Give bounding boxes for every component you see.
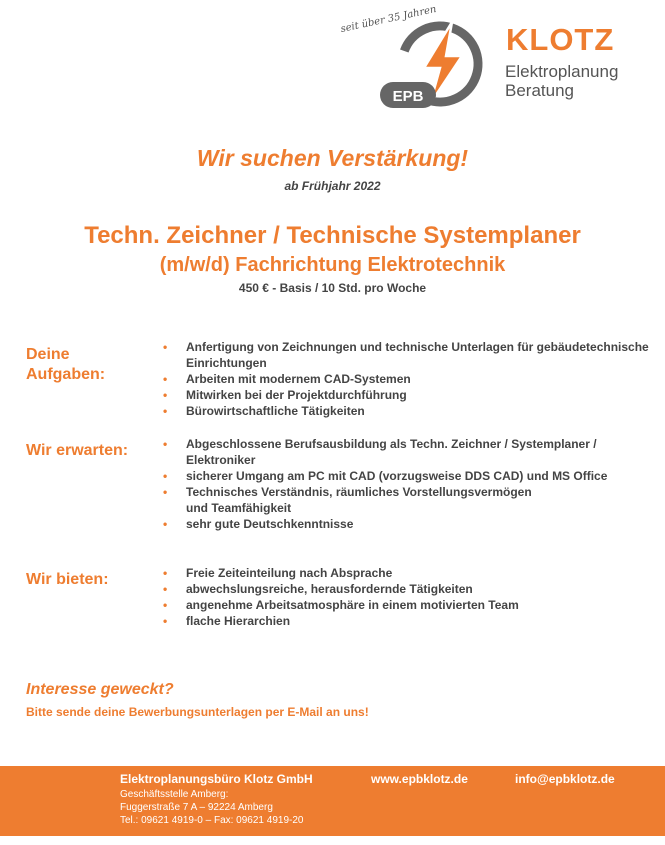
list-item: • sehr gute Deutschkenntnisse [163,516,653,532]
list-item: • Mitwirken bei der Projektdurchführung [163,387,653,403]
list-item: • Freie Zeiteinteilung nach Absprache [163,565,653,581]
task-list [163,339,653,419]
offers-list [163,565,653,629]
list-item: • abwechslungsreiche, herausfordernde Tätigkeiten [163,581,653,597]
footer-email-link[interactable]: info@epbklotz.de [515,772,615,786]
section-label-requirements: Wir erwarten: [26,442,129,459]
footer-address: Fuggerstraße 7 A – 92224 Amberg [120,802,273,813]
job-subtitle: (m/w/d) Fachrichtung Elektrotechnik [159,254,506,276]
list-item: • flache Hierarchien [163,613,653,629]
company-logo-mark [380,16,500,108]
logo-badge-text: EPB [392,88,424,105]
requirements-list [163,436,653,532]
list-item: • Anfertigung von Zeichnungen und technische Unterlagen für gebäudetechnische Einrichtungen [163,339,653,371]
start-date: ab Frühjahr 2022 [284,179,381,193]
list-item: • Technisches Verständnis, räumliches Vorstellungsvermögen und Teamfähigkeit [163,484,556,516]
list-item: • Arbeiten mit modernem CAD-Systemen [163,371,653,387]
footer-company: Elektroplanungsbüro Klotz GmbH [120,772,313,786]
section-label-offers: Wir bieten: [26,571,109,588]
section-label-tasks: Deine Aufgaben: [26,346,106,383]
footer-office: Geschäftsstelle Amberg: [120,789,229,800]
job-details: 450 € - Basis / 10 Std. pro Woche [238,281,427,295]
list-item: • sicherer Umgang am PC mit CAD (vorzugsweise DDS CAD) und MS Office [163,468,653,484]
logo-subtitle-1: Elektroplanung [505,62,619,81]
job-title: Techn. Zeichner / Technische Systemplaner [84,222,581,249]
list-item: • angenehme Arbeitsatmosphäre in einem motivierten Team [163,597,653,613]
logo-name: KLOTZ [506,22,615,57]
headline: Wir suchen Verstärkung! [196,145,469,171]
footer-phone: Tel.: 09621 4919-0 – Fax: 09621 4919-20 [120,815,304,826]
logo-subtitle-2: Beratung [505,81,574,100]
interest-question: Interesse geweckt? [26,681,174,698]
application-call: Bitte sende deine Bewerbungsunterlagen per E-Mail an uns! [26,705,369,719]
logo-tagline: seit über 35 Jahren [339,3,438,36]
list-item: • Abgeschlossene Berufsausbildung als Techn. Zeichner / Systemplaner / Elektroniker [163,436,653,468]
footer-website-link[interactable]: www.epbklotz.de [371,772,468,786]
list-item: • Bürowirtschaftliche Tätigkeiten [163,403,653,419]
